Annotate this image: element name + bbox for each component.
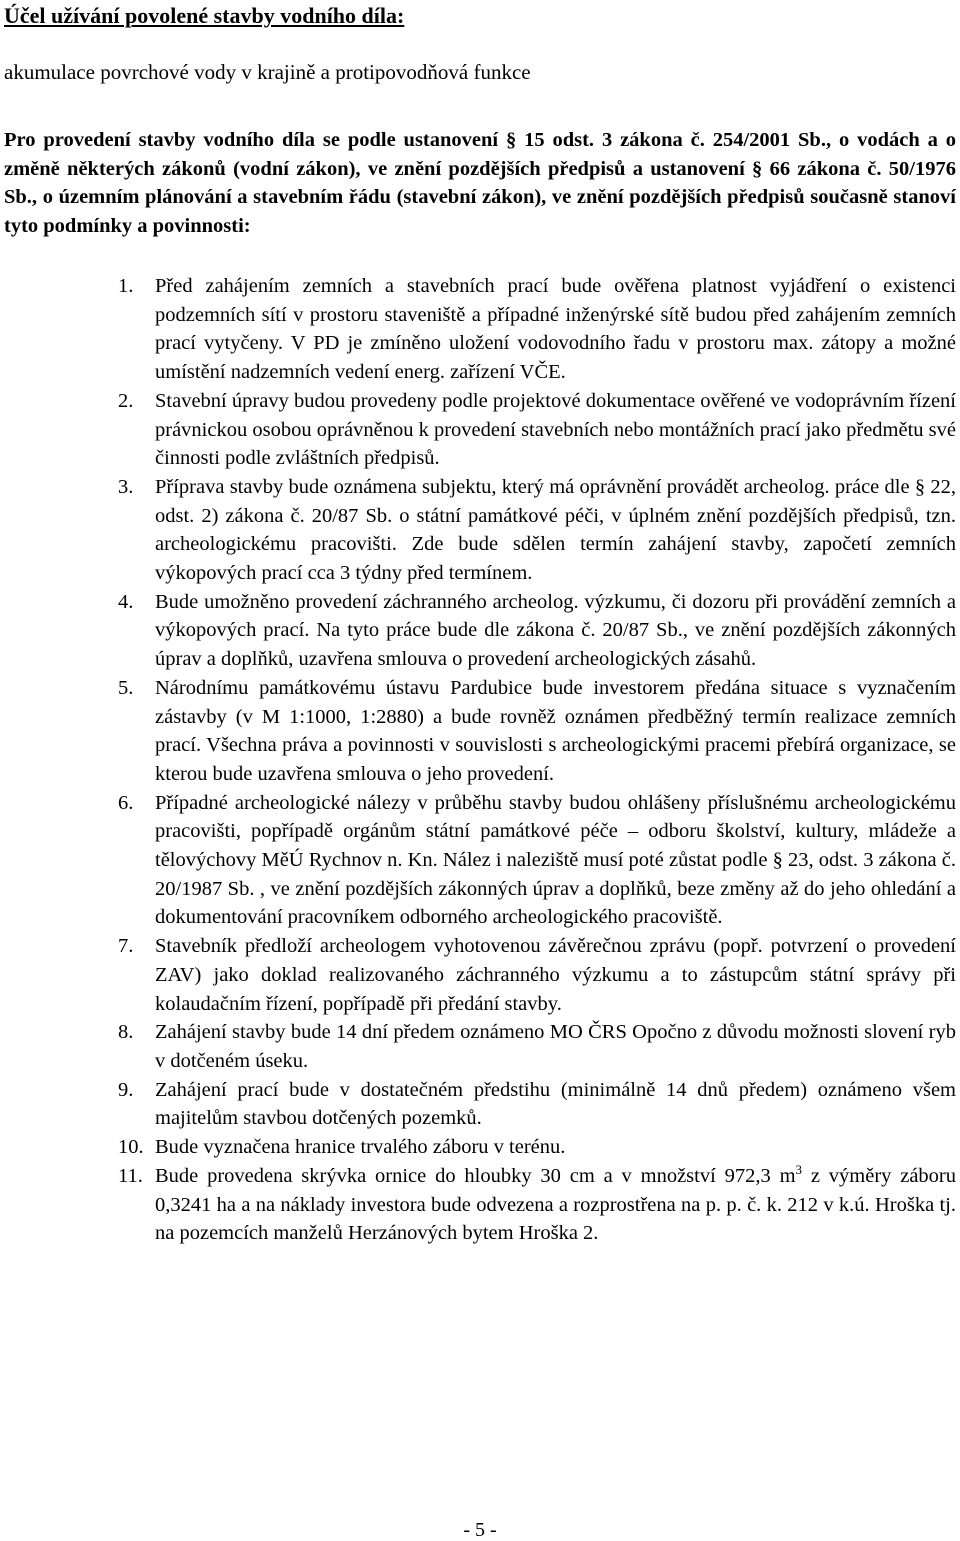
condition-item — [0, 674, 960, 789]
condition-text: Bude umožněno provedení záchranného archeolog. výzkumu, či dozoru při provádění zemních a výkopových prací. Na tyto práce bude dle zákona č. 20/87 Sb., ve znění pozdějších zákonných úprav a doplňků, uzavřena smlouva o provedení archeologických zásahů. — [155, 590, 956, 671]
condition-text: Národnímu památkovému ústavu Pardubice bude investorem předána situace s vyznačením zástavby (v M 1:1000, 1:2880) a bude rovněž oznámen předběžný termín realizace zemních prací. Všechna práva a povinnosti v souvislosti s archeologickými pracemi přebírá organizace, se kterou bude uzavřena smlouva o jeho provedení. — [155, 676, 956, 785]
condition-item — [0, 1018, 960, 1075]
intro-paragraph: Pro provedení stavby vodního díla se podle ustanovení § 15 odst. 3 zákona č. 254/2001 Sb., o vodách a o změně některých zákonů (vodní zákon), ve znění pozdějších předpisů a ustanovení § 66 zákona č. 50/1976 Sb., o územním plánování a stavebním řádu (stavební zákon), ve znění pozdějších předpisů současně stanoví tyto podmínky a povinnosti: — [4, 129, 956, 238]
condition-text — [155, 1162, 956, 1248]
condition-number: 3. — [118, 475, 134, 498]
condition-item — [0, 789, 960, 933]
condition-text-part: z výměry záboru 0,3241 ha a na náklady investora bude odvezena a rozprostřena na p. p. č. k. 212 v k.ú. Hroška tj. na pozemcích manželů Herzánových bytem Hroška 2. — [155, 1164, 957, 1245]
condition-number: 2. — [118, 389, 134, 412]
condition-item — [0, 272, 960, 387]
condition-item — [0, 1162, 960, 1248]
condition-number: 8. — [118, 1021, 134, 1044]
superscript-exponent: 3 — [795, 1161, 803, 1177]
page-number: - 5 - — [463, 1519, 497, 1541]
condition-text: Zahájení prací bude v dostatečném předstihu (minimálně 14 dnů předem) oznámeno všem majitelům stavbou dotčených pozemků. — [155, 1078, 956, 1130]
condition-text-part: Bude provedena skrývka ornice do hloubky 30 cm a v množství 972,3 m — [155, 1164, 796, 1187]
condition-item — [0, 588, 960, 674]
purpose-text: akumulace povrchové vody v krajině a protipovodňová funkce — [4, 60, 531, 84]
condition-text: Stavební úpravy budou provedeny podle projektové dokumentace ověřené ve vodoprávním řízení právnickou osobou oprávněnou k provedení stavebních nebo montážních prací jako předmětu své činnosti podle zvláštních předpisů. — [155, 389, 956, 470]
condition-text: Stavebník předloží archeologem vyhotovenou závěrečnou zprávu (popř. potvrzení o provedení ZAV) jako doklad realizovaného záchranného výzkumu a to zástupcům státní správy při kolaudačním řízení, popřípadě při předání stavby. — [155, 935, 956, 1015]
condition-number: 10. — [118, 1136, 144, 1159]
condition-number: 11. — [118, 1164, 143, 1187]
condition-number: 1. — [118, 275, 134, 297]
condition-text: Před zahájením zemních a stavebních prací bude ověřena platnost vyjádření o existenci podzemních sítí v prostoru staveniště a případné inženýrské sítě budou před zahájením zemních prací vytyčeny. V PD je zmíněno uložení vodovodního řadu v prostoru max. zátopy a možné umístění nadzemních vedení energ. zařízení VČE. — [155, 275, 956, 384]
condition-text: Bude vyznačena hranice trvalého záboru v terénu. — [155, 1136, 566, 1159]
condition-item — [0, 1076, 960, 1133]
condition-text: Případné archeologické nálezy v průběhu stavby budou ohlášeny příslušnému archeologickému pracovišti, popřípadě orgánům státní památkové péče – odboru školství, kultury, mládeže a tělovýchovy MěÚ Rychnov n. Kn. Nález i naleziště musí poté zůstat podle § 23, odst. 3 zákona č. 20/1987 Sb. , ve znění pozdějších zákonných úprav a doplňků, beze změny až do jeho ohledání a dokumentování pracovníkem odborného archeologického pracoviště. — [155, 791, 956, 929]
document-heading: Účel užívání povolené stavby vodního díla: — [4, 3, 405, 28]
condition-number: 6. — [118, 791, 134, 814]
condition-item — [0, 387, 960, 473]
condition-text: Zahájení stavby bude 14 dní předem oznámeno MO ČRS Opočno z důvodu možnosti slovení ryb v dotčeném úseku. — [155, 1021, 956, 1072]
condition-item — [0, 932, 960, 1018]
condition-item — [0, 473, 960, 588]
condition-item — [0, 1133, 960, 1162]
condition-number: 4. — [118, 590, 134, 613]
condition-number: 7. — [118, 935, 134, 958]
condition-number: 9. — [118, 1078, 134, 1101]
condition-number: 5. — [118, 676, 134, 699]
condition-text: Příprava stavby bude oznámena subjektu, který má oprávnění provádět archeolog. práce dle § 22, odst. 2) zákona č. 20/87 Sb. o státní památkové péči, v úplném znění pozdějších předpisů, tzn. archeologickému pracovišti. Zde bude sdělen termín zahájení stavby, započetí zemních výkopových prací cca 3 týdny před termínem. — [155, 475, 956, 585]
conditions-list — [0, 272, 960, 1248]
